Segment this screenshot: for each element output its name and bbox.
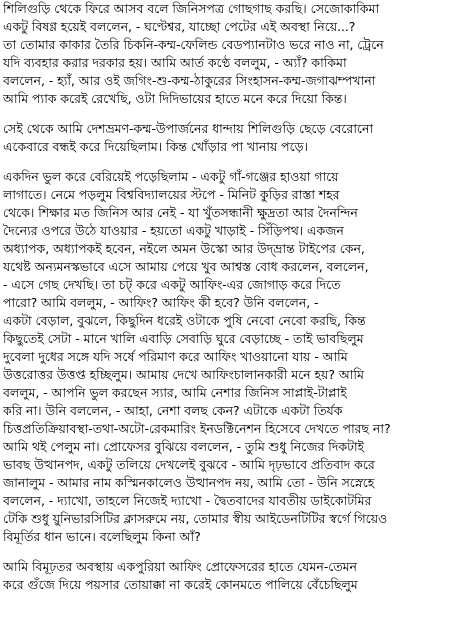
text-line: উত্তরোত্তর উত্তপ্ত হচ্ছিলুম। আমায় দেখে আফিংচালানকারী মনে হয়? আমি <box>3 367 364 382</box>
text-line: আমি থই পেলুম না। প্রোফেসর বুঝিয়ে বললেন, - তুমি শুধু নিজের দিকটাই <box>3 439 364 454</box>
text-line: একদিন ভুল করে বেরিয়েই পড়েছিলাম - একটু গাঁ-গঞ্জের হাওয়া গায়ে <box>3 169 339 184</box>
text-line: লাগাতে। নেমে পড়লুম বিশ্ববিদ্যালয়ের স্টপে - মিনিট কুড়ির রাস্তা শহর <box>3 187 340 202</box>
text-line: একটু বিষণ্ণ হয়েই বললেন, - ঘণ্টেশ্বর, যাচ্ছো পেটের এই অবস্থা নিয়ে...? <box>3 19 356 34</box>
text-line: - এসে গেছ দেখছি। তা চট্‌ করে একটু আফিং-এর জোগাড় করে দিতে <box>3 277 341 292</box>
text-line: অধ্যাপক, অধ্যাপকই হবেন, নইলে অমন উস্কো আর উদ্‌ভ্রান্ত টাইপের কেন, <box>3 241 365 256</box>
text-line: কিছুতেই সেটা - মানে খালি এবাড়ি সেবাড়ি ঘুরে বেড়াচ্ছে - তাই ভাবছিলুম <box>3 331 364 346</box>
text-line: চিত্তপ্রতিক্রিয়াবস্থা-তথা-অটো-রেকমারিং ইনডক্টিনেশন হিসেবে দেখতে পারছ না? <box>3 421 391 436</box>
text-line: ভাবছ উত্থানপদ, একটু তলিয়ে দেখলেই বুঝবে - আমি দৃঢ়ভাবে প্রতিবাদ করে <box>3 457 375 472</box>
text-line: জানালুম - আমার নাম কস্মিনকালেও উত্থানপদ নয়, আমি তো - উনি সস্নেহে <box>3 475 375 490</box>
text-line: থেকে। শিক্ষার মত জিনিস আর নেই - যা খুঁতসন্ধানী ক্ষুদ্রতা আর দৈনন্দিন <box>3 205 358 220</box>
text-line: যথেষ্ট অন্যমনস্কভাবে এসে আমায় পেয়ে খুব আশ্বস্ত বোধ করলেন, বললেন, <box>3 259 369 274</box>
text-line: বললেন, - দ্যাখো, তাহলে নিজেই দ্যাখো - দ্বৈতবাদের যাবতীয় ডাইকোটমির <box>3 493 372 508</box>
text-line: করি না। উনি বললেন, - আহা, নেশা বলছ কেন? এটাকে একটা তির্যক <box>3 403 343 418</box>
text-line: দুবেলা দুধের সঙ্গে যদি সর্ষে পরিমাণ করে আফিং খাওয়ানো যায় - আমি <box>3 349 348 364</box>
text-line: শিলিগুড়ি থেকে ফিরে আসব বলে জিনিসপত্র গোছগাছ করছি। সেজোকাকিমা <box>3 1 380 16</box>
text-line: দৈন্যের ওপরে উঠে যাওয়ার - হয়তো একটু খাড়াই - সিঁড়িপথ। একজন <box>3 223 344 238</box>
text-line: একটা বেড়াল, বুঝলে, কিছুদিন ধরেই ওটাকে পুষি নেবো নেবো করছি, কিন্ত <box>3 313 366 328</box>
text-line: তা তোমার কাকার তৈরি চিকনি-কম্ম-ফেলিন্ড বেডপ্যানটাও ভরে নাও না, ট্রেনে <box>3 37 384 52</box>
text-line: পারো? আমি বললুম, - আফিং? আফিং কী হবে? উনি বললেন, - <box>3 295 319 310</box>
text-line: বিমূর্তির ধান ভানে। বলেছিলুম কিনা আঁ? <box>3 529 201 544</box>
text-line: সেই থেকে আমি দেশভ্রমণ-কম্ম-উপার্জনের ধান্দায় শিলিগুড়ি ছেড়ে বেরোনো <box>3 121 374 136</box>
text-line: একেবারে বন্ধই করে দিয়েছিলাম। কিন্ত খোঁড়ার পা খানায় পড়ে। <box>3 139 308 154</box>
text-line: করে গুঁজে দিয়ে পয়সার তোয়াক্কা না করেই কোনমতে পালিয়ে বেঁচেছিলুম <box>3 577 358 592</box>
text-line: বললেন, - হ্যাঁ, আর ওই জগিং-শু-কম্ম-ঠাকুরের সিংহাসন-কম্ম-জগাঝম্পখানা <box>3 73 376 88</box>
text-line: যদি ব্যবহার করার দরকার হয়। আমি আর্ত কণ্ঠে বললুম, - অ্যাঁ? কাকিমা <box>3 55 347 70</box>
text-line: আমি বিমূঢ়তর অবস্থায় একপুরিয়া আফিং প্রোফেসরের হাতে যেমন-তেমন <box>3 559 357 574</box>
text-line: টেকি শুধু য়ুনিভারসিটির ক্লাসরুমে নয়, তোমার স্বীয় আইডেনটিটির স্বর্গে গিয়েও <box>3 511 388 526</box>
text-line: আমি প্যাক করেই রেখেছি, ওটা দিদিভায়ের হাতে মনে করে দিয়ো কিন্ত। <box>3 91 347 106</box>
text-line: বললুম, - আপনি ভুল করছেন স্যার, আমি নেশার জিনিস সাপ্লাই-টাপ্লাই <box>3 385 347 400</box>
